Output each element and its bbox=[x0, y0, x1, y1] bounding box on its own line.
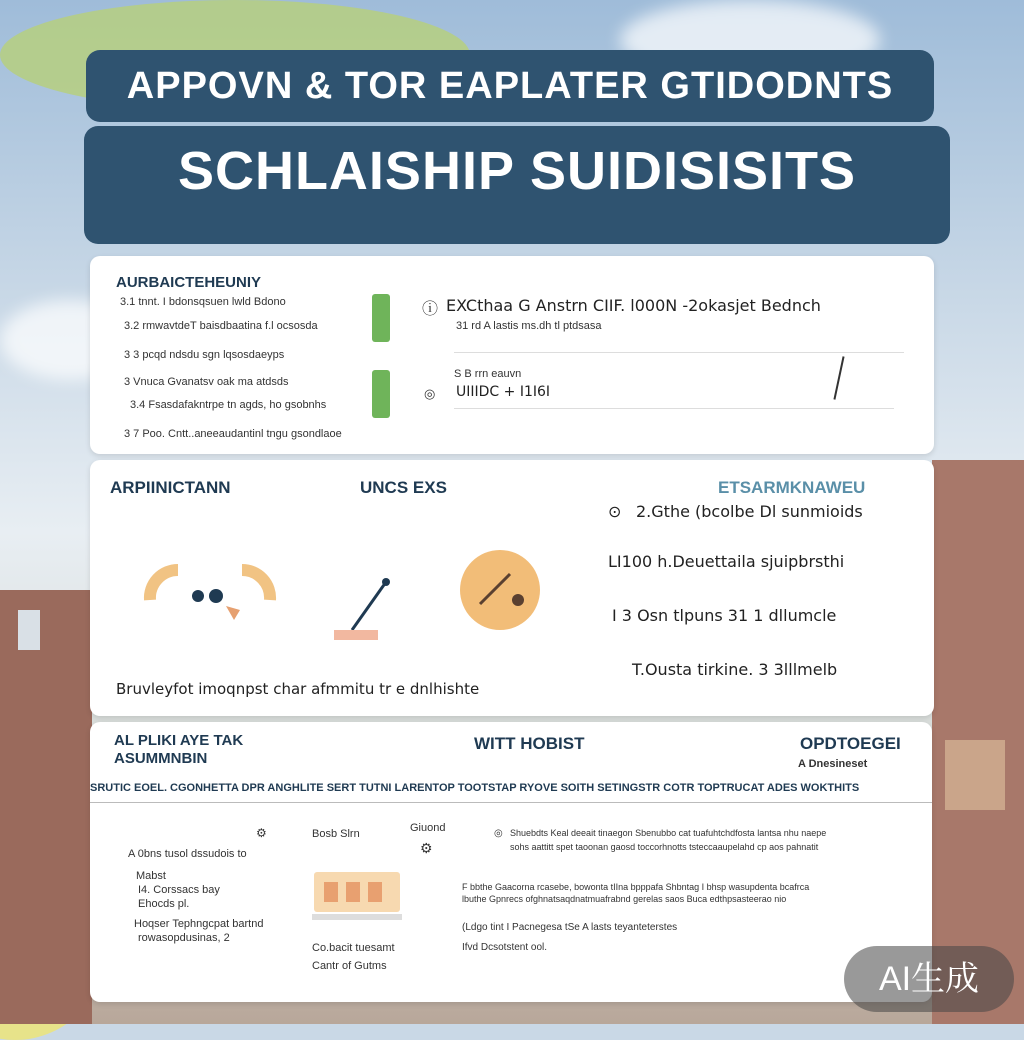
mid-label: Co.bacit tuesamt bbox=[312, 942, 395, 954]
detail-line: EXCthaa G Anstrn CIIF. l000N -2okasjet Bednch bbox=[446, 296, 821, 315]
ai-generated-badge: AI生成 bbox=[844, 946, 1014, 1012]
people-icon bbox=[140, 548, 280, 638]
list-item: 3 3 pcqd ndsdu sgn lqsosdaeyps bbox=[124, 349, 285, 361]
panel3-heading-right-sub: A Dnesineset bbox=[798, 758, 868, 770]
title-pill-2 bbox=[84, 126, 950, 244]
bullet-icon: ◎ bbox=[494, 828, 503, 839]
list-item: 3.2 rmwavtdeT baisdbaatina f.l ocsosda bbox=[124, 320, 318, 332]
panel2-heading-left: ARPIINICTANN bbox=[110, 478, 231, 497]
panel3-heading-right: OPDTOEGEI bbox=[800, 734, 901, 753]
body-text: Shuebdts Keal deeait tinaegon Sbenubbo cat tuafuhtchdfosta lantsa nhu naepe bbox=[510, 828, 827, 838]
body-text: F bbthe Gaacorna rcasebe, bowonta tIIna bpppafa Shbntag I bhsp wasupdenta bcafrca bbox=[462, 882, 810, 892]
list-item: Ehocds pl. bbox=[138, 898, 190, 910]
requirement-row: I 3 Osn tlpuns 31 1 dllumcle bbox=[612, 606, 837, 625]
tools-icon bbox=[456, 548, 546, 638]
title-line-2: SCHLAISHIP SUIDISISITS bbox=[177, 141, 857, 201]
building-left bbox=[0, 590, 92, 1024]
gear-icon: ⚙ bbox=[256, 826, 267, 840]
pen-icon bbox=[833, 356, 844, 399]
list-item: Mabst bbox=[136, 870, 166, 882]
detail-label: S B rrn eauvn bbox=[454, 368, 522, 380]
panel3-heading-left: AL PLIKI AYE TAK bbox=[114, 732, 244, 749]
title-pill-1 bbox=[86, 50, 934, 122]
mid-label: Giuond bbox=[410, 822, 446, 834]
body-text: Ifvd Dcsotstent ool. bbox=[462, 942, 548, 953]
banner-text: SRUTIC EOEL. CGONHETTA DPR ANGHLITE SERT TUTNI LARENTOP TOOTSTAP RYOVE SOITH SETINGSTR COTR TOPTRUCAT ADES WOKTHITS bbox=[90, 782, 860, 794]
mid-label: Bosb Slrn bbox=[312, 828, 360, 840]
pen-icon bbox=[328, 564, 398, 648]
info-icon: ⊙ bbox=[608, 502, 622, 521]
panel-submission bbox=[90, 722, 932, 1002]
list-item: A 0bns tusol dssudois to bbox=[128, 848, 247, 860]
gear-icon: ⚙ bbox=[420, 840, 433, 856]
detail-line: UIIIDC + I1I6I bbox=[456, 384, 551, 400]
body-text: (Ldgo tint I Pacnegesa tSe A lasts teyanteterstes bbox=[462, 922, 678, 933]
panel-application bbox=[90, 460, 934, 716]
list-item: Hoqser Tephngcpat bartnd bbox=[134, 918, 264, 930]
requirement-row: LI100 h.Deuettaila sjuipbrsthi bbox=[608, 552, 845, 571]
list-item: 3 Vnuca Gvanatsv oak ma atdsds bbox=[124, 376, 289, 388]
window bbox=[945, 740, 1005, 810]
list-item: 3.4 Fsasdafakntrpe tn agds, ho gsobnhs bbox=[130, 399, 327, 411]
document-icon bbox=[312, 870, 402, 926]
info-icon: ⓘ bbox=[422, 301, 439, 318]
list-item: 3 7 Poo. Cntt..aneeaudantinl tngu gsondlaoe bbox=[124, 428, 342, 440]
body-text: sohs aattitt spet taoonan gaosd toccorhnotts tsteccaaupelahd cp aos pahnatit bbox=[510, 842, 819, 852]
list-item: 3.1 tnnt. I bdonsqsuen lwld Bdono bbox=[120, 296, 286, 308]
green-marker bbox=[372, 294, 390, 342]
divider bbox=[454, 352, 904, 353]
info-icon: ◎ bbox=[424, 386, 436, 401]
requirement-row: T.Ousta tirkine. 3 3lllmelb bbox=[632, 660, 838, 679]
requirement-row: 2.Gthe (bcolbe Dl sunmioids bbox=[636, 502, 863, 521]
divider bbox=[90, 802, 932, 803]
panel2-heading-right: ETSARMKNAWEU bbox=[718, 478, 866, 497]
panel2-heading-mid: UNCS EXS bbox=[360, 478, 447, 497]
list-item: rowasopdusinas, 2 bbox=[138, 932, 230, 944]
panel3-heading-left-2: ASUMMNBIN bbox=[114, 750, 208, 767]
panel-eligibility bbox=[90, 256, 934, 454]
title-line-1: APPOVN & TOR EAPLATER GTIDODNTS bbox=[126, 65, 894, 107]
mid-label: Cantr of Gutms bbox=[312, 960, 387, 972]
body-text: lbuthe Gpnrecs ofghnatsaqdnatmuafrabnd gerelas saos Buca edthpsasteerao nio bbox=[462, 894, 787, 904]
green-marker bbox=[372, 370, 390, 418]
panel2-caption: Bruvleyfot imoqnpst char afmmitu tr e dnlhishte bbox=[116, 680, 480, 698]
panel3-heading-mid: WITT HOBIST bbox=[474, 734, 585, 753]
panel1-heading: AURBAICTEHEUNIY bbox=[116, 274, 262, 291]
window bbox=[18, 610, 40, 650]
list-item: I4. Corssacs bay bbox=[138, 884, 220, 896]
detail-sub: 31 rd A lastis ms.dh tl ptdsasa bbox=[456, 320, 602, 332]
divider bbox=[454, 408, 894, 409]
